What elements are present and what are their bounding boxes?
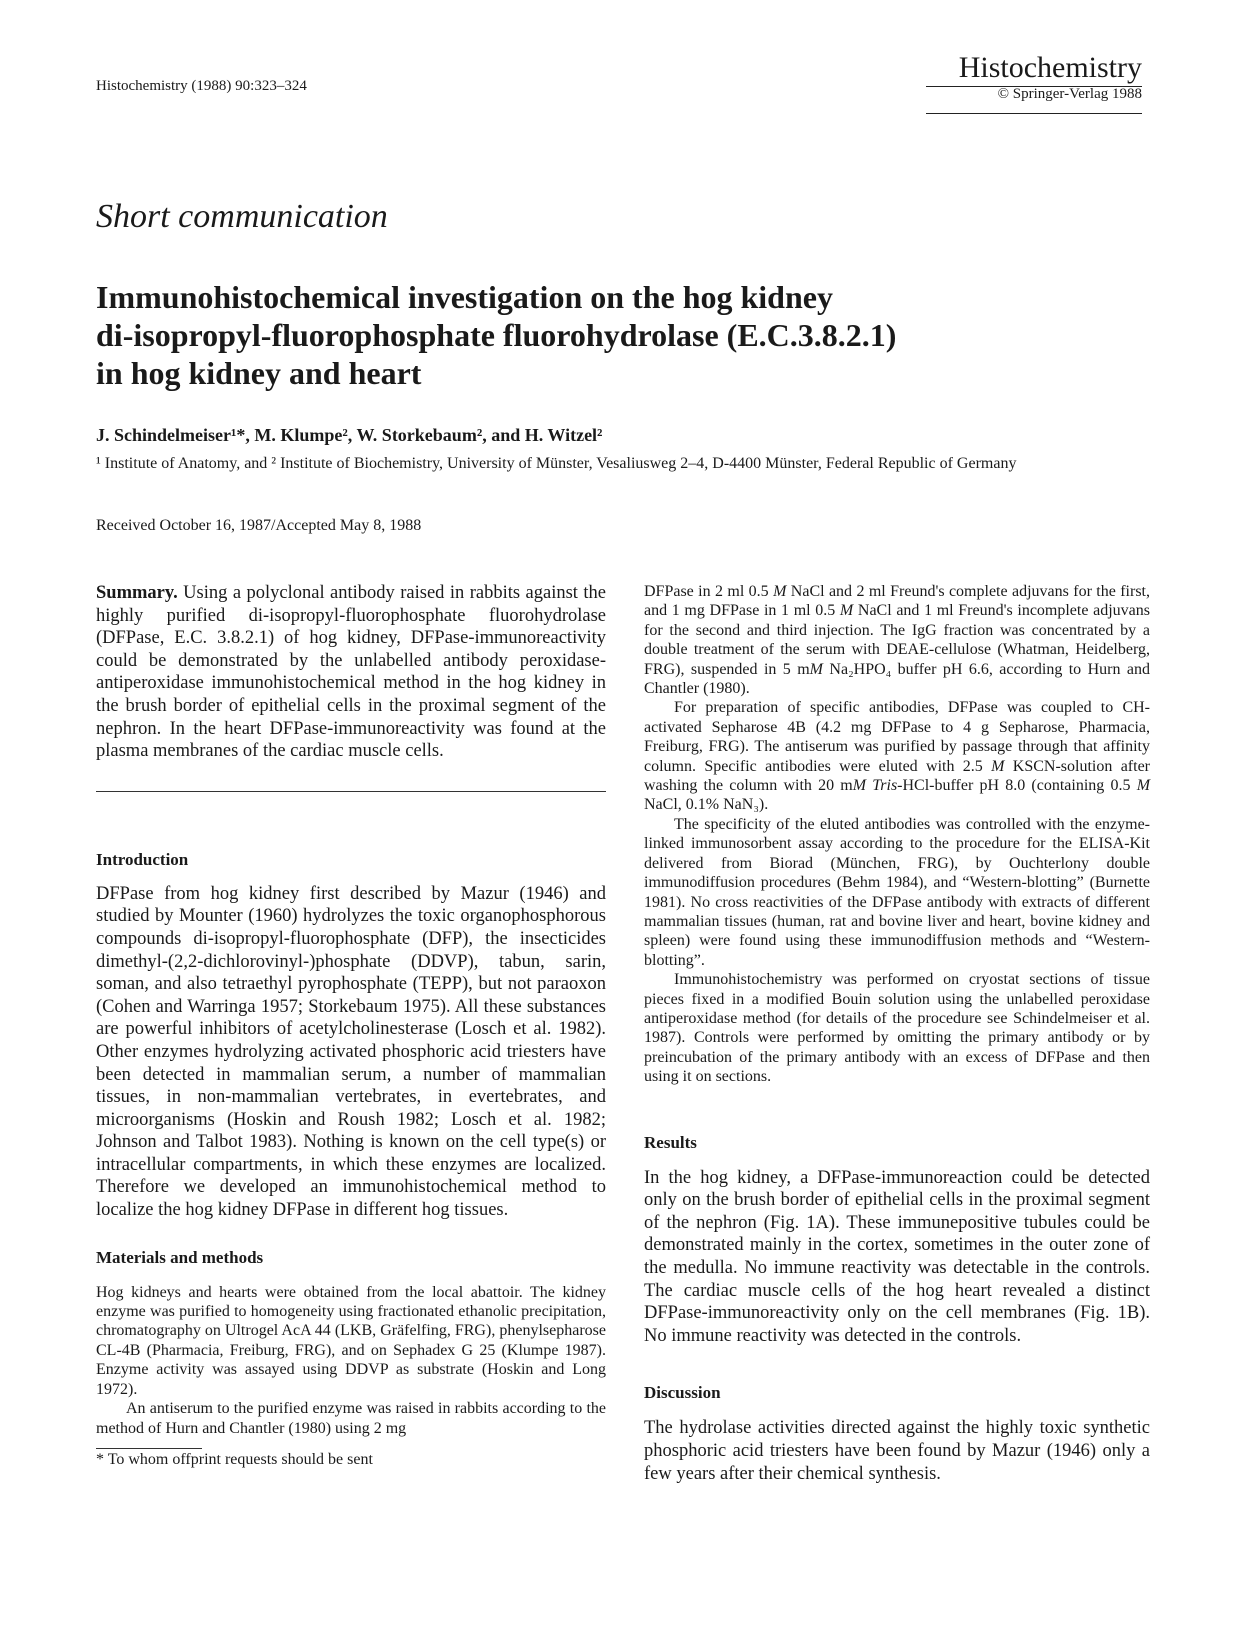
article-title (96, 278, 1156, 392)
summary-divider (96, 791, 606, 792)
methods-paragraph-1: Hog kidneys and hearts were obtained from the local abattoir. The kidney enzyme was purified to homogeneity using fractionated ethanolic precipitation, chromatography on Ultrogel AcA 44 (LKB, Gräfelfing, FRG), phenylsepharose CL-4B (Pharmacia, Freiburg, FRG), and on Sephadex G 25 (Klumpe 1987). Enzyme activity was assayed using DDVP as substrate (Hoskin and Long 1972). (96, 1283, 606, 1398)
text-run: NaCl and 2 ml Freund's complete adjuvans for the first, and 1 mg DFPase in 1 ml 0.5 (644, 583, 1150, 620)
right-column (644, 582, 1150, 1485)
introduction-heading: Introduction (96, 849, 189, 869)
unit-molar: M (852, 777, 867, 795)
unit-molar: M (1136, 777, 1151, 795)
discussion-text: The hydrolase activities directed against the highly toxic synthetic phosphoric acid triesters have been found by Mazur (1946) only a few years after their chemical synthesis. (644, 1418, 1150, 1484)
results-text: In the hog kidney, a DFPase-immunoreaction could be detected only on the brush border of epithelial cells in the proximal segment of the nephron (Fig. 1A). These immunepositive tubules could be demonstrated mainly in the cortex, sometimes in the outer zone of the medulla. No immune reactivity was detectable in the controls. The cardiac muscle cells of the hog heart revealed a distinct DFPase-immunoreactivity only on the cell membranes (Fig. 1B). No immune reactivity was detected in the controls. (644, 1167, 1150, 1346)
text-run: For preparation of specific antibodies, DFPase was coupled to CH-activated Sepharose 4B (4.2 mg DFPase to 4 g Sepharose, Pharmacia, Freiburg, FRG). The antiserum was purified by passage through that affinity column. Specific antibodies were eluted with 2.5 (644, 699, 1150, 775)
methods-paragraph-5: The specificity of the eluted antibodies was controlled with the enzyme-linked immunosorbent assay according to the procedure for the ELISA-Kit delivered from Biorad (München, FRG), by Ouchterlony double immunodiffusion procedures (Behm 1984), and “Western-blotting” (Burnette 1981). No cross reactivities of the DFPase antibody with extracts of different mammalian tissues (human, rat and bovine liver and heart, bovine kidney and spleen) were found using these immunodiffusion methods and “Western-blotting”. (644, 815, 1150, 969)
text-run: KSCN-solution after washing the column with 20 m (644, 757, 1151, 795)
received-dates: Received October 16, 1987/Accepted May 8, 1988 (96, 517, 422, 534)
copyright-notice: © Springer-Verlag 1988 (997, 86, 1142, 102)
text-run: NaCl, 0.1% NaN₃). (644, 796, 769, 814)
footnote: * To whom offprint requests should be sent (96, 1450, 373, 1468)
summary-label: Summary. (96, 583, 178, 603)
unit-molar: M (839, 602, 854, 620)
footnote-rule (96, 1448, 202, 1449)
unit-molar: M (991, 757, 1005, 775)
unit-molar: M (773, 583, 787, 600)
methods-paragraph-6: Immunohistochemistry was performed on cryostat sections of tissue pieces fixed in a modified Bouin solution using the unlabelled peroxidase antiperoxidase method (for details of the procedure see Schindelmeiser et al. 1987). Controls were performed by omitting the primary antibody or by preincubation of the primary antibody with an excess of DFPase and then using it on sections. (644, 971, 1150, 1086)
discussion-heading: Discussion (644, 1383, 721, 1403)
journal-name: Histochemistry (958, 51, 1142, 84)
affiliation: ¹ Institute of Anatomy, and ² Institute of Biochemistry, University of Münster, Vesaliusweg 2–4, D-4400 Münster, Federal Republic of Germany (96, 455, 1017, 472)
author-list: J. Schindelmeiser¹*, M. Klumpe², W. Storkebaum², and H. Witzel² (96, 425, 603, 445)
text-run: -HCl-buffer pH 8.0 (containing 0.5 (897, 777, 1137, 795)
journal-masthead (926, 52, 1142, 114)
summary-text: Using a polyclonal antibody raised in rabbits against the highly purified di-isopropyl-fluorophosphate fluorohydrolase (DFPase, E.C. 3.8.2.1) of hog kidney, DFPase-immunoreactivity could be demonstrated by the unlabelled antibody peroxidase-antiperoxidase immunohistochemical method in the hog kidney in the brush border of epithelial cells in the proximal segment of the nephron. In the heart DFPase-immunoreactivity was found at the plasma membranes of the cardiac muscle cells. (96, 583, 606, 762)
methods-paragraph-4 (644, 698, 1150, 814)
methods-paragraph-3 (644, 582, 1150, 698)
left-column (96, 582, 606, 1469)
title-line: Immunohistochemical investigation on the hog kidney (96, 279, 833, 315)
title-line: in hog kidney and heart (96, 355, 422, 391)
methods-paragraph-2: An antiserum to the purified enzyme was raised in rabbits according to the method of Hurn and Chantler (1980) using 2 mg (96, 1400, 606, 1437)
methods-heading: Materials and methods (96, 1247, 264, 1267)
text-run: Na₂HPO₄ buffer pH 6.6, according to Hurn and Chantler (1980). (644, 660, 1151, 698)
section-type: Short communication (96, 198, 388, 235)
text-run: Tris (872, 777, 898, 795)
title-line: di-isopropyl-fluorophosphate fluorohydrolase (E.C.3.8.2.1) (96, 317, 897, 353)
summary-paragraph (96, 582, 606, 763)
introduction-text: DFPase from hog kidney first described by Mazur (1946) and studied by Mounter (1960) hydrolyzes the toxic organophosphorous compounds di-isopropyl-fluorophosphate (DFP), the insecticides dimethyl-(2,2-dichlorovinyl-)phosphate (DDVP), tabun, sarin, soman, and also tetraethyl pyrophosphate (TEPP), but not paraoxon (Cohen and Warringa 1957; Storkebaum 1975). All these substances are powerful inhibitors of acetylcholinesterase (Losch et al. 1982). Other enzymes hydrolyzing activated phosphoric acid triesters have been detected in mammalian serum, a number of mammalian tissues, in non-mammalian vertebrates, in evertebrates, and microorganisms (Hoskin and Roush 1982; Losch et al. 1982; Johnson and Talbot 1983). Nothing is known on the cell type(s) or intracellular compartments, in which these enzymes are localized. Therefore we developed an immunohistochemical method to localize the hog kidney DFPase in different hog tissues. (96, 883, 606, 1221)
text-run: DFPase in 2 ml 0.5 (644, 583, 774, 600)
text-run: NaCl and 1 ml Freund's incomplete adjuvans for the second and third injection. The IgG fraction was concentrated by a double treatment of the serum with DEAE-cellulose (Whatman, Heidelberg, FRG), suspended in 5 m (644, 602, 1150, 678)
masthead-rule-bottom (926, 113, 1142, 114)
results-heading: Results (644, 1132, 697, 1152)
journal-reference: Histochemistry (1988) 90:323–324 (96, 78, 307, 94)
unit-molar: M (809, 660, 823, 678)
